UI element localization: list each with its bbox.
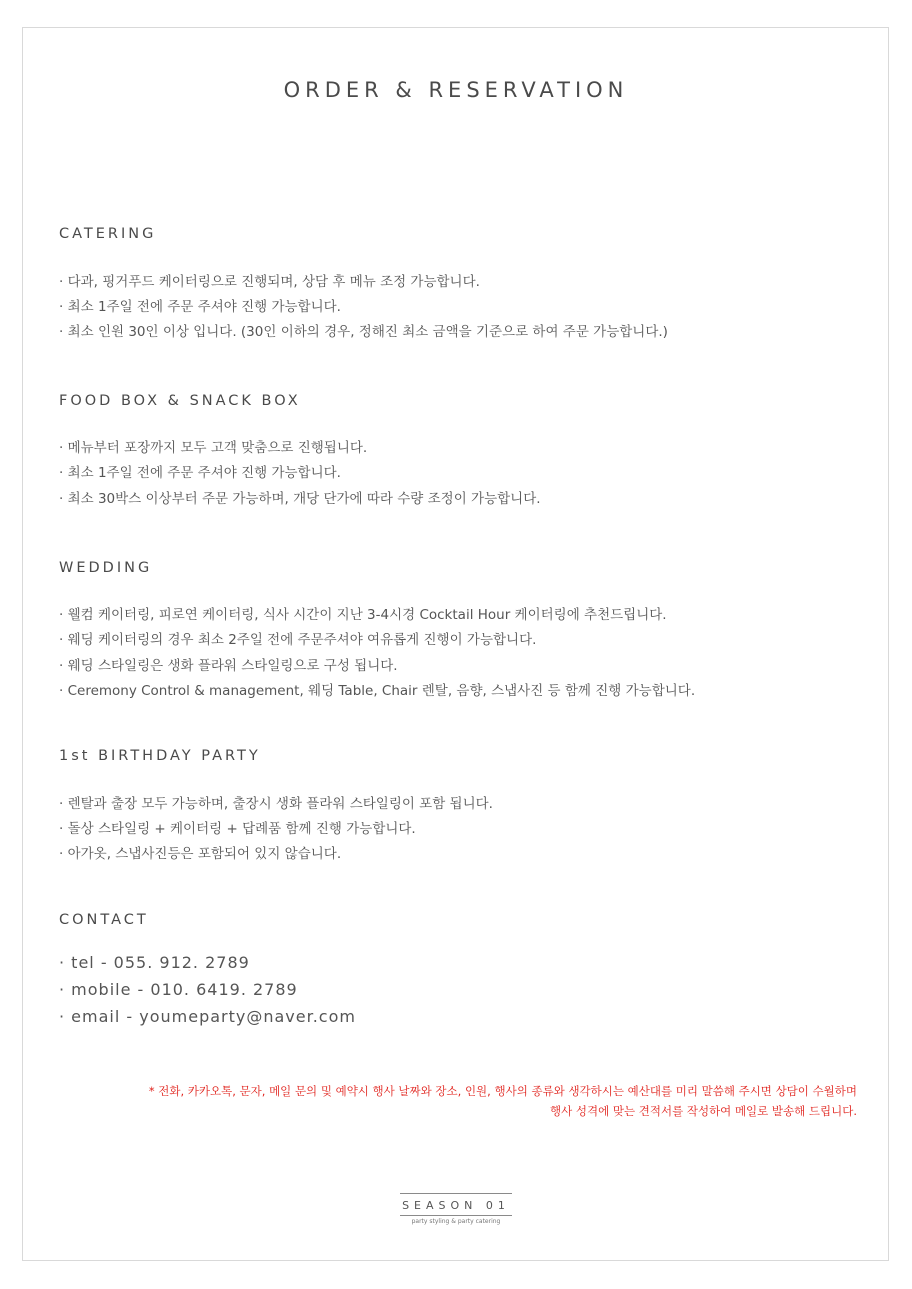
- footer-logo: [400, 1193, 512, 1235]
- logo-bottom-rule: [400, 1215, 512, 1216]
- contact-tel: · tel - 055. 912. 2789: [59, 953, 250, 972]
- catering-heading: CATERING: [59, 226, 157, 242]
- foodbox-item: · 메뉴부터 포장까지 모두 고객 맞춤으로 진행됩니다.: [59, 440, 368, 456]
- wedding-item: · 웰컴 케이터링, 피로연 케이터링, 식사 시간이 지난 3-4시경 Cocktail Hour 케이터링에 추천드립니다.: [59, 607, 667, 623]
- wedding-item: · Ceremony Control & management, 웨딩 Table, Chair 렌탈, 음향, 스냅사진 등 함께 진행 가능합니다.: [59, 683, 696, 699]
- birthday-item: · 렌탈과 출장 모두 가능하며, 출장시 생화 플라워 스타일링이 포함 됩니다.: [59, 796, 493, 812]
- logo-brand: SEASON 01: [402, 1199, 510, 1212]
- birthday-item: · 돌상 스타일링 + 케이터링 + 답례품 함께 진행 가능합니다.: [59, 821, 416, 837]
- wedding-item: · 웨딩 케이터링의 경우 최소 2주일 전에 주문주셔야 여유롭게 진행이 가능합니다.: [59, 632, 537, 648]
- birthday-heading: 1st BIRTHDAY PARTY: [59, 748, 261, 764]
- catering-item: · 다과, 핑거푸드 케이터링으로 진행되며, 상담 후 메뉴 조정 가능합니다.: [59, 274, 480, 290]
- contact-mobile: · mobile - 010. 6419. 2789: [59, 980, 298, 999]
- foodbox-heading: FOOD BOX & SNACK BOX: [59, 393, 301, 409]
- catering-item: · 최소 1주일 전에 주문 주셔야 진행 가능합니다.: [59, 299, 341, 315]
- birthday-item: · 아가옷, 스냅사진등은 포함되어 있지 않습니다.: [59, 846, 342, 862]
- notice-line-2: 행사 성격에 맞는 견적서를 작성하여 메일로 발송해 드립니다.: [550, 1104, 857, 1118]
- foodbox-item: · 최소 1주일 전에 주문 주셔야 진행 가능합니다.: [59, 465, 341, 481]
- foodbox-item: · 최소 30박스 이상부터 주문 가능하며, 개당 단가에 따라 수량 조정이 가능합니다.: [59, 491, 541, 507]
- contact-email: · email - youmeparty@naver.com: [59, 1007, 356, 1026]
- notice-line-1: * 전화, 카카오톡, 문자, 메일 문의 및 예약시 행사 날짜와 장소, 인원, 행사의 종류와 생각하시는 예산대를 미리 말씀해 주시면 상담이 수월하며: [148, 1084, 857, 1098]
- wedding-heading: WEDDING: [59, 560, 153, 576]
- logo-top-rule: [400, 1193, 512, 1194]
- catering-item: · 최소 인원 30인 이상 입니다. (30인 이하의 경우, 정해진 최소 금액을 기준으로 하여 주문 가능합니다.): [59, 324, 668, 340]
- contact-heading: CONTACT: [59, 912, 149, 928]
- logo-tagline: party styling & party catering: [411, 1218, 501, 1225]
- page-title: ORDER & RESERVATION: [283, 78, 629, 102]
- wedding-item: · 웨딩 스타일링은 생화 플라워 스타일링으로 구성 됩니다.: [59, 658, 398, 674]
